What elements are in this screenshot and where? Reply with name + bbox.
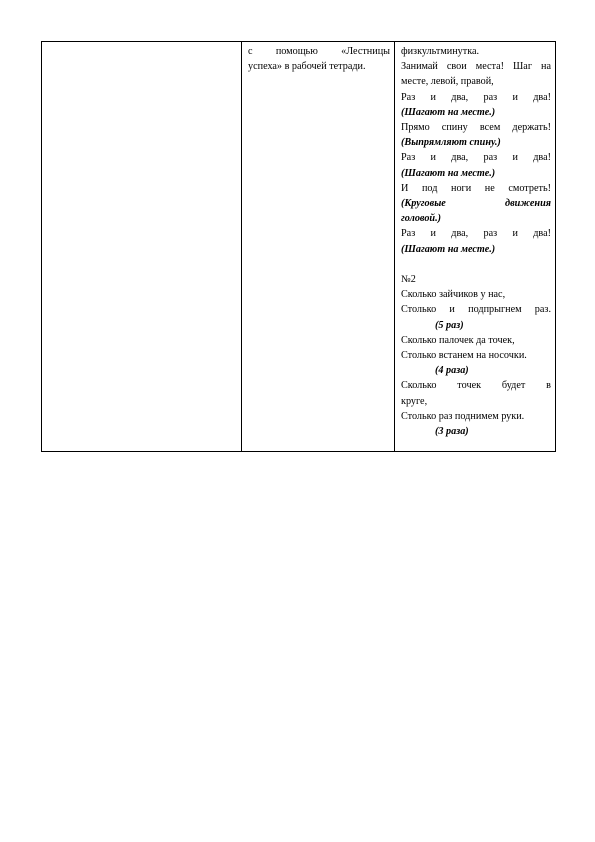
- exercise-line: Раз и два, раз и два!: [401, 228, 551, 240]
- exercise-line: И под ноги не смотреть!: [401, 182, 551, 194]
- table-cell-empty: [42, 42, 242, 452]
- exercise-line: Столько раз поднимем руки.: [401, 410, 525, 422]
- stage-direction: головой.): [401, 213, 442, 225]
- exercise-line: Прямо спину всем держать!: [401, 122, 551, 134]
- stage-direction: (Выпрямляют спину.): [401, 137, 501, 149]
- stage-direction: (3 раза): [435, 426, 469, 438]
- blank-line: [401, 257, 551, 272]
- stage-direction: (Круговые движения: [401, 198, 551, 210]
- exercise-line: Раз и два, раз и два!: [401, 152, 551, 164]
- exercise-number: №2: [401, 274, 416, 286]
- exercise-line: Раз и два, раз и два!: [401, 91, 551, 103]
- exercise-line: Сколько зайчиков у нас,: [401, 289, 506, 301]
- table-row: [42, 42, 556, 452]
- exercise-line: круге,: [401, 395, 428, 407]
- exercise-line: Столько и подпрыгнем раз.: [401, 304, 551, 316]
- exercise-line: Сколько палочек да точек,: [401, 334, 515, 346]
- table-cell-exercise: [395, 42, 556, 452]
- exercise-line: Столько встанем на носочки.: [401, 350, 527, 362]
- stage-direction: (Шагают на месте.): [401, 106, 496, 118]
- exercise-line: физкультминутка.: [401, 46, 480, 57]
- table-cell-method: [242, 42, 395, 452]
- exercise-line: Сколько точек будет в: [401, 380, 551, 392]
- exercise-line: месте, левой, правой,: [401, 76, 494, 88]
- stage-direction: (5 раз): [435, 319, 464, 331]
- method-line: с помощью «Лестницы: [248, 46, 390, 57]
- stage-direction: (Шагают на месте.): [401, 167, 496, 179]
- lesson-table: [41, 41, 556, 452]
- method-line: успеха» в рабочей тетради.: [248, 61, 366, 73]
- stage-direction: (4 раза): [435, 365, 469, 377]
- stage-direction: (Шагают на месте.): [401, 243, 496, 255]
- exercise-line: Занимай свои места! Шаг на: [401, 61, 551, 73]
